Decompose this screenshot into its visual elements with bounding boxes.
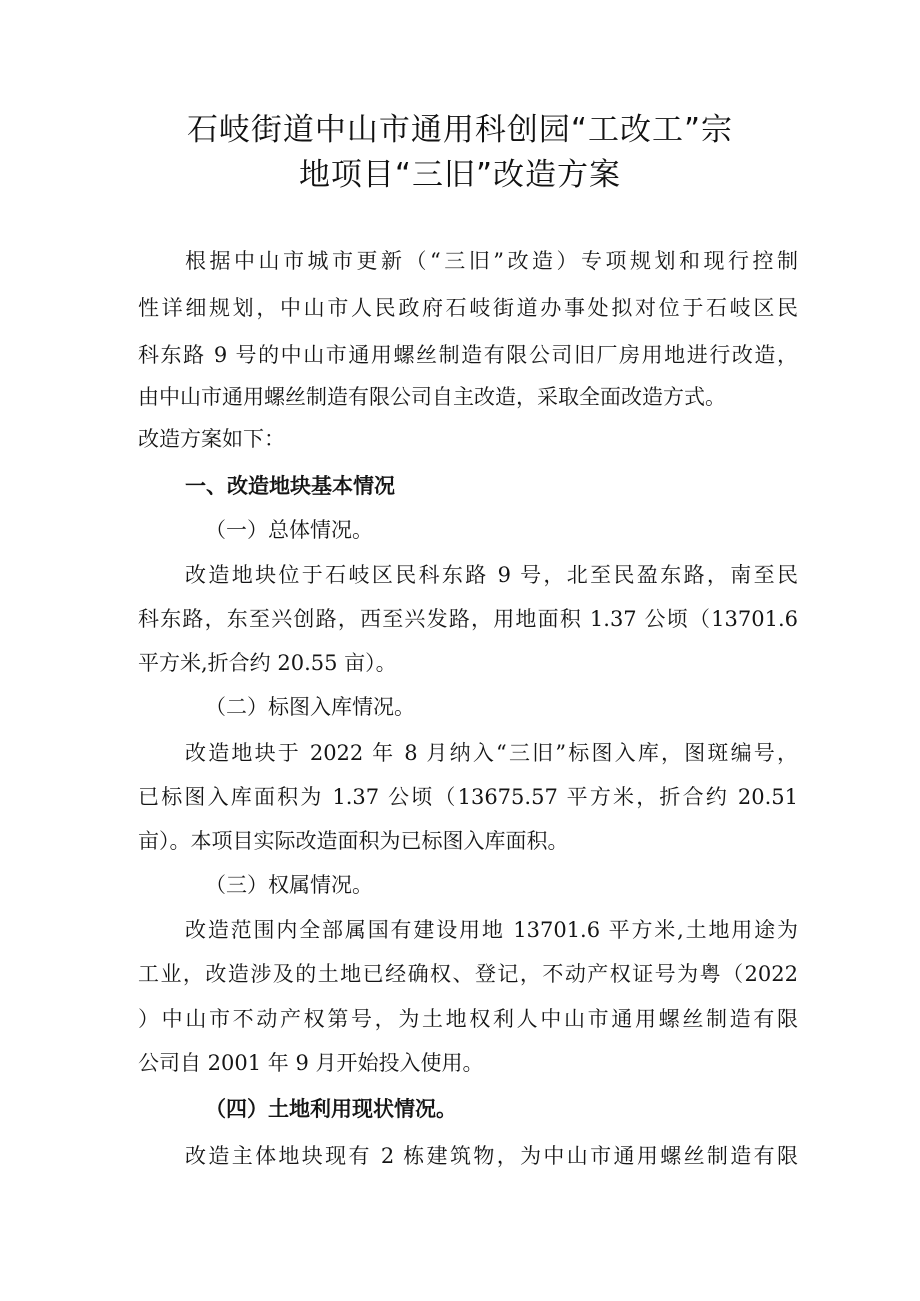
subsection-2-line-1: 改造地块于 2022 年 8 月纳入“三旧”标图入库，图斑编号， bbox=[185, 741, 798, 765]
intro-line-4: 由中山市通用螺丝制造有限公司自主改造，采取全面改造方式。 bbox=[138, 385, 726, 409]
intro-line-5: 改造方案如下： bbox=[138, 427, 285, 451]
subsection-3-line-1: 改造范围内全部属国有建设用地 13701.6 平方米,土地用途为 bbox=[185, 918, 798, 942]
subsection-4-line-1: 改造主体地块现有 2 栋建筑物，为中山市通用螺丝制造有限 bbox=[185, 1144, 798, 1168]
subsection-3-line-4: 公司自 2001 年 9 月开始投入使用。 bbox=[138, 1051, 484, 1075]
subsection-3-line-3: ）中山市不动产权第号，为土地权利人中山市通用螺丝制造有限 bbox=[138, 1007, 798, 1031]
subsection-1-line-2: 科东路，东至兴创路，西至兴发路，用地面积 1.37 公顷（13701.6 bbox=[138, 607, 798, 631]
subsection-1-heading: （一）总体情况。 bbox=[205, 518, 373, 542]
intro-line-3: 科东路 9 号的中山市通用螺丝制造有限公司旧厂房用地进行改造， bbox=[138, 343, 798, 367]
subsection-2-line-3: 亩）。本项目实际改造面积为已标图入库面积。 bbox=[138, 829, 569, 853]
subsection-2-heading: （二）标图入库情况。 bbox=[205, 695, 415, 719]
intro-line-1: 根据中山市城市更新（“三旧”改造）专项规划和现行控制 bbox=[185, 249, 798, 273]
subsection-1-line-1: 改造地块位于石岐区民科东路 9 号，北至民盈东路，南至民 bbox=[185, 563, 798, 587]
subsection-2-line-2: 已标图入库面积为 1.37 公顷（13675.57 平方米，折合约 20.51 bbox=[138, 785, 798, 809]
intro-line-2: 性详细规划，中山市人民政府石岐街道办事处拟对位于石岐区民 bbox=[138, 296, 798, 320]
document-title-line-1: 石岐街道中山市通用科创园“工改工”宗 bbox=[186, 112, 734, 148]
document-title-line-2: 地项目“三旧”改造方案 bbox=[298, 157, 622, 193]
subsection-4-heading: （四）土地利用现状情况。 bbox=[205, 1096, 457, 1121]
subsection-3-heading: （三）权属情况。 bbox=[205, 873, 373, 897]
section-1-heading: 一、改造地块基本情况 bbox=[185, 474, 395, 498]
subsection-3-line-2: 工业，改造涉及的土地已经确权、登记，不动产权证号为粤（2022 bbox=[138, 962, 798, 986]
subsection-1-line-3: 平方米,折合约 20.55 亩）。 bbox=[138, 651, 397, 675]
